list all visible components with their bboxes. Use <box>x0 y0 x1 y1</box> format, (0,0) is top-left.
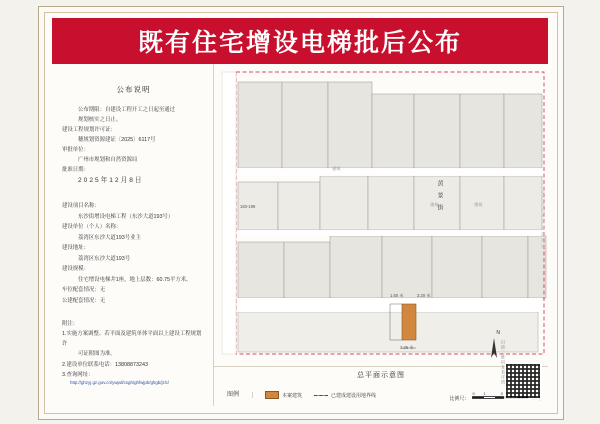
scale-tick-0: 0 <box>472 391 475 396</box>
north-label: N <box>496 330 500 336</box>
qr-caption: 扫描二维码查看详情 <box>501 340 506 385</box>
field-scale-value: 住宅增设电梯井1座，地上层数：60.75平方米。 <box>78 276 192 283</box>
scale-tick-1: 1 <box>483 391 486 396</box>
field-project-name-label: 建设项目名称： <box>62 203 100 210</box>
map-label-2: 3.20 米 <box>417 293 431 298</box>
notice-line-5: 广州市规划和自然资源局 <box>78 157 138 163</box>
project-fields <box>62 201 205 306</box>
scale-tick-2: 3 <box>500 391 503 396</box>
page-title: 既有住宅增设电梯批后公布 <box>137 28 462 57</box>
site-plan-panel <box>214 64 548 406</box>
field-scale-label: 建设规模： <box>62 266 89 273</box>
legend-item-boundary <box>314 392 376 399</box>
qr-code[interactable] <box>504 362 542 400</box>
attach-line-3: 3.查询网址： <box>62 371 94 378</box>
section-title: 公布说明 <box>116 85 151 94</box>
field-address-label: 建设地址： <box>62 245 89 252</box>
approval-date: 2025年12月8日 <box>78 177 144 184</box>
attach-line-2: 2.建设单位联系电话：13808873243 <box>62 361 148 368</box>
notice-column <box>52 64 214 406</box>
plan-caption: 总平面示意图 <box>357 372 405 379</box>
map-label-4: 建筑 <box>332 166 341 171</box>
notice-line-6: 批准日期： <box>62 167 89 173</box>
scale-label: 比例尺： <box>449 396 470 402</box>
legend-item-subject <box>265 391 302 399</box>
attachment-notes <box>62 319 205 387</box>
legend-label: 图例 <box>214 392 253 399</box>
legend-dashed-line-icon <box>314 395 328 396</box>
legend-item-subject-text: 本案建筑 <box>282 392 303 399</box>
notice-line-3: 穗规划资源建证〔2025〕6117号 <box>78 137 156 143</box>
legend-item-boundary-text: 已建成建设用地界线 <box>331 392 377 399</box>
notice-line-1: 规划核实之日止。 <box>78 117 122 123</box>
field-project-name-value: 东沙街增设电梯工程（东沙大道193号） <box>78 213 174 220</box>
map-label-0: 193-199 <box>240 204 256 209</box>
side-stamp-text: 广州市规划和自然资源局 <box>541 184 546 250</box>
legend-swatch-icon <box>265 391 279 399</box>
field-address-value: 荔湾区东沙大道193号 <box>78 255 131 262</box>
notice-line-2: 建设工程规划许可证： <box>62 127 116 133</box>
site-plan-canvas <box>214 64 548 367</box>
notice-line-4: 审批单位： <box>62 147 89 153</box>
map-label-1: 1.60 米 <box>390 293 404 298</box>
attach-line-1: 可证附图为准。 <box>78 351 116 358</box>
field-owner-label: 建设单位（个人）名称： <box>62 224 122 231</box>
field-public-facility: 公建配套情况：无 <box>62 297 106 304</box>
map-label-5: 建筑 <box>430 202 439 207</box>
field-owner-value: 荔湾区东沙大道193号业主 <box>78 234 141 241</box>
map-label-3: 3.25 米 <box>400 345 414 350</box>
field-parking: 车位配套情况：无 <box>62 287 106 294</box>
query-url[interactable]: http://ghzyj.gz.gov.cn/ywpd/csgh/ghfwjpb/ghgb/jzlc/ <box>70 380 170 386</box>
map-label-6: 建筑 <box>474 202 483 207</box>
notice-line-0: 公布期限：自建设工程开工之日起至通过 <box>78 107 176 113</box>
subject-building <box>402 304 416 340</box>
attach-line-0: 1.实施方案调整、若平面及建筑单体平面以上建设工程规划许 <box>62 330 202 348</box>
title-bar <box>52 18 548 64</box>
attach-title: 附注： <box>62 320 79 327</box>
road-name-label: 黄景街 <box>436 180 442 216</box>
site-plan-svg <box>214 64 548 366</box>
